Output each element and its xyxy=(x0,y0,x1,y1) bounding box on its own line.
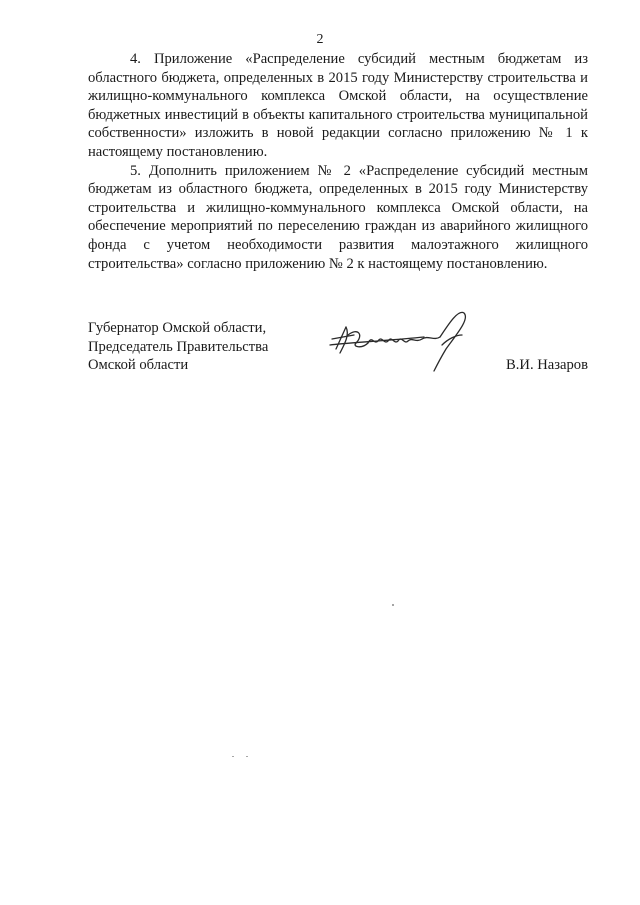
signer-title-line-2: Председатель Правительства xyxy=(88,338,269,355)
handwritten-signature xyxy=(324,305,474,375)
scan-speck xyxy=(246,756,248,757)
signer-title xyxy=(88,319,268,375)
scan-speck xyxy=(392,604,394,606)
paragraph-5: 5. Дополнить приложением № 2 «Распределение субсидий местным бюджетам из областного бюджета, определенных в 2015 году Министерству строительства и жилищно-коммунального комплекса Омской области, на обеспечение мероприятий по переселению граждан из аварийного жилищного фонда с учетом необходимости развития малоэтажного жилищного строительства» согласно приложению № 2 к настоящему постановлению. xyxy=(88,162,588,272)
document-body xyxy=(88,50,588,273)
scan-speck xyxy=(232,756,234,757)
page-number: 2 xyxy=(316,32,324,47)
paragraph-4: 4. Приложение «Распределение субсидий местным бюджетам из областного бюджета, определенных в 2015 году Министерству строительства и жилищно-коммунального комплекса Омской области, на осуществление бюджетных инвестиций в объекты капитального строительства муниципальной собственности» изложить в новой редакции согласно приложению № 1 к настоящему постановлению. xyxy=(88,51,588,160)
signer-title-line-3: Омской области xyxy=(88,357,189,374)
signer-name: В.И. Назаров xyxy=(506,357,588,373)
signer-title-line-1: Губернатор Омской области, xyxy=(88,320,267,336)
signature-block xyxy=(88,319,588,379)
